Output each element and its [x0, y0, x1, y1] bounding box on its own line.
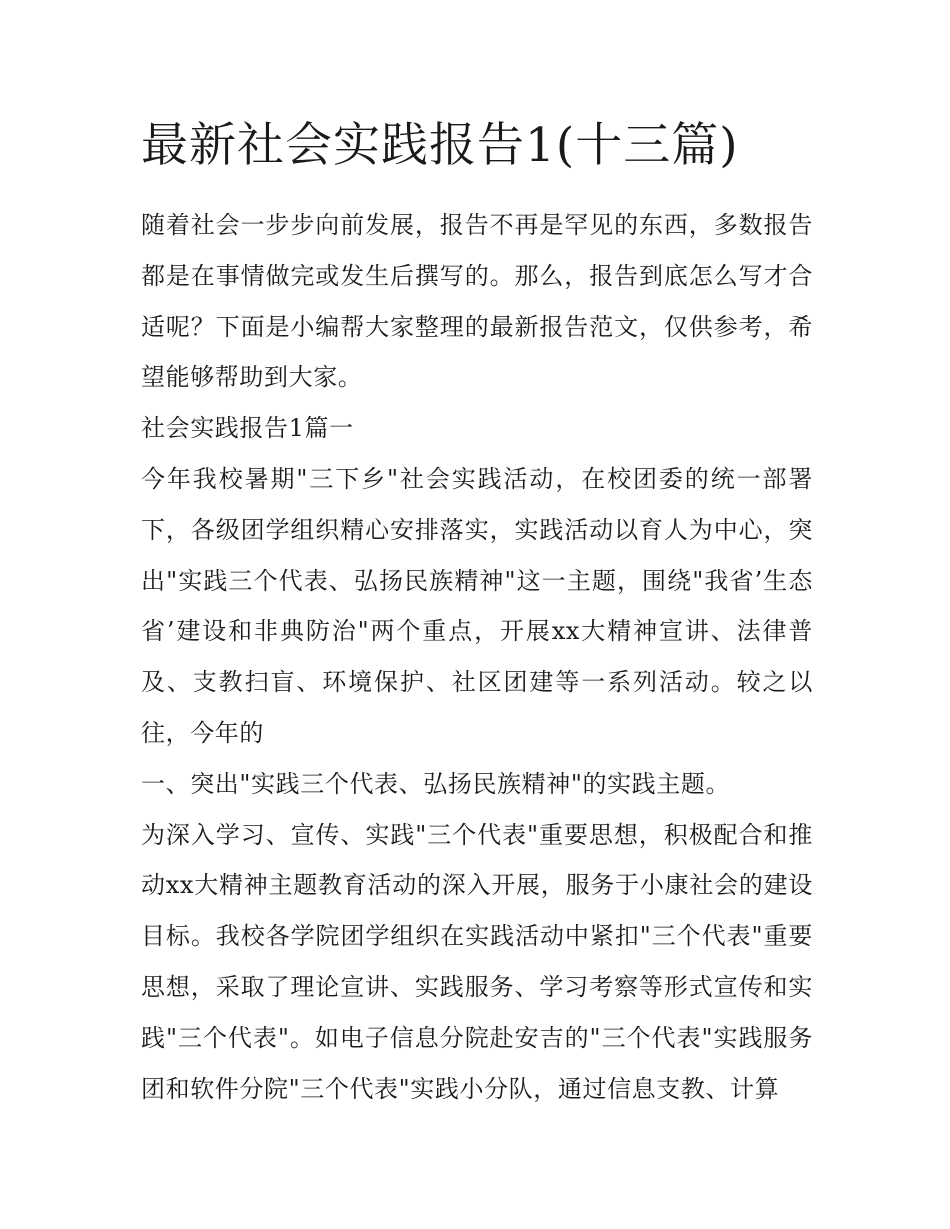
subsection-heading: 一、突出"实践三个代表、弘扬民族精神"的实践主题。 — [141, 769, 731, 798]
document-page — [141, 112, 813, 1114]
intro-paragraph: 随着社会一步步向前发展，报告不再是罕见的东西，多数报告都是在事情做完或发生后撰写的。那么，报告到底怎么写才合适呢？下面是小编帮大家整理的最新报告范文，仅供参考，希望能够帮助到大家。 — [141, 211, 813, 392]
document-title: 最新社会实践报告1(十三篇) — [141, 118, 739, 173]
body-paragraph: 今年我校暑期"三下乡"社会实践活动，在校团委的统一部署下，各级团学组织精心安排落实，实践活动以育人为中心，突出"实践三个代表、弘扬民族精神"这一主题，围绕"我省’生态省’建设和非典防治"两个重点，开展xx大精神宣讲、法律普及、支教扫盲、环境保护、社区团建等一系列活动。较之以往，今年的 — [141, 464, 813, 747]
body-paragraph: 为深入学习、宣传、实践"三个代表"重要思想，积极配合和推动xx大精神主题教育活动的深入开展，服务于小康社会的建设目标。我校各学院团学组织在实践活动中紧扣"三个代表"重要思想，采取了理论宣讲、实践服务、学习考察等形式宣传和实践"三个代表"。如电子信息分院赴安吉的"三个代表"实践服务团和软件分院"三个代表"实践小分队，通过信息支教、计算 — [141, 820, 813, 1103]
section-heading: 社会实践报告1篇一 — [141, 414, 354, 443]
